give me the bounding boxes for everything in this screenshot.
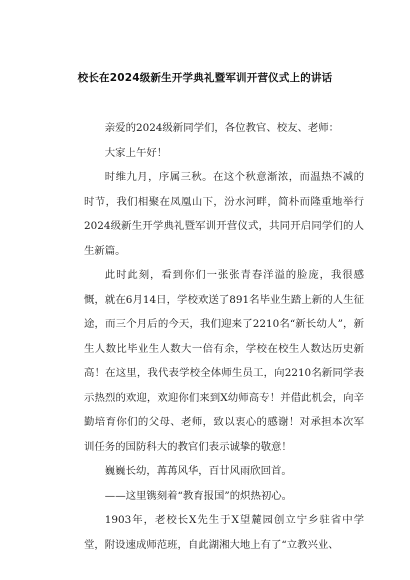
salutation-paragraph: 亲爱的2024级新同学们，各位教官、校友、老师： xyxy=(104,122,340,134)
welcome-paragraph: 此时此刻，看到你们一张张青春洋溢的脸庞，我很感慨，就在6月14日，学校欢送了891名毕业生踏上新的人生征途，而三个月后的今天，我们迎来了2210名“新长幼人”，新生人数比毕业生人数大一倍有余，学校在校生人数达历史新高！在这里，我代表学校全体师生员工，向2210名新同学表示热烈的欢迎，欢迎你们来到X幼师高专！并借此机会，向辛勤培育你们的父母、老师，致以衷心的感谢！对承担本次军训任务的国防科大的教官们表示诚挚的敬意！ xyxy=(84,269,364,453)
history-heading-paragraph: 巍巍长幼，苒苒风华，百廿风雨欣回首。 xyxy=(104,465,292,477)
opening-paragraph: 时维九月，序属三秋。在这个秋意渐浓，而温热不减的时节，我们相聚在凤凰山下，汾水河畔，简朴而隆重地举行2024级新生开学典礼暨军训开营仪式，共同开启同学们的人生新篇。 xyxy=(84,171,364,257)
document-body xyxy=(84,116,364,557)
mission-paragraph: ——这里镌刻着“教育报国”的炽热初心。 xyxy=(104,489,293,502)
greeting-paragraph: 大家上午好！ xyxy=(104,146,168,159)
history-paragraph: 1903年，老校长X先生于X望麓园创立宁乡驻省中学堂，附设速成师范班，自此湖湘大地上有了“立教兴业、 xyxy=(84,514,364,551)
document-title: 校长在2024级新生开学典礼暨军训开营仪式上的讲话 xyxy=(77,72,333,84)
